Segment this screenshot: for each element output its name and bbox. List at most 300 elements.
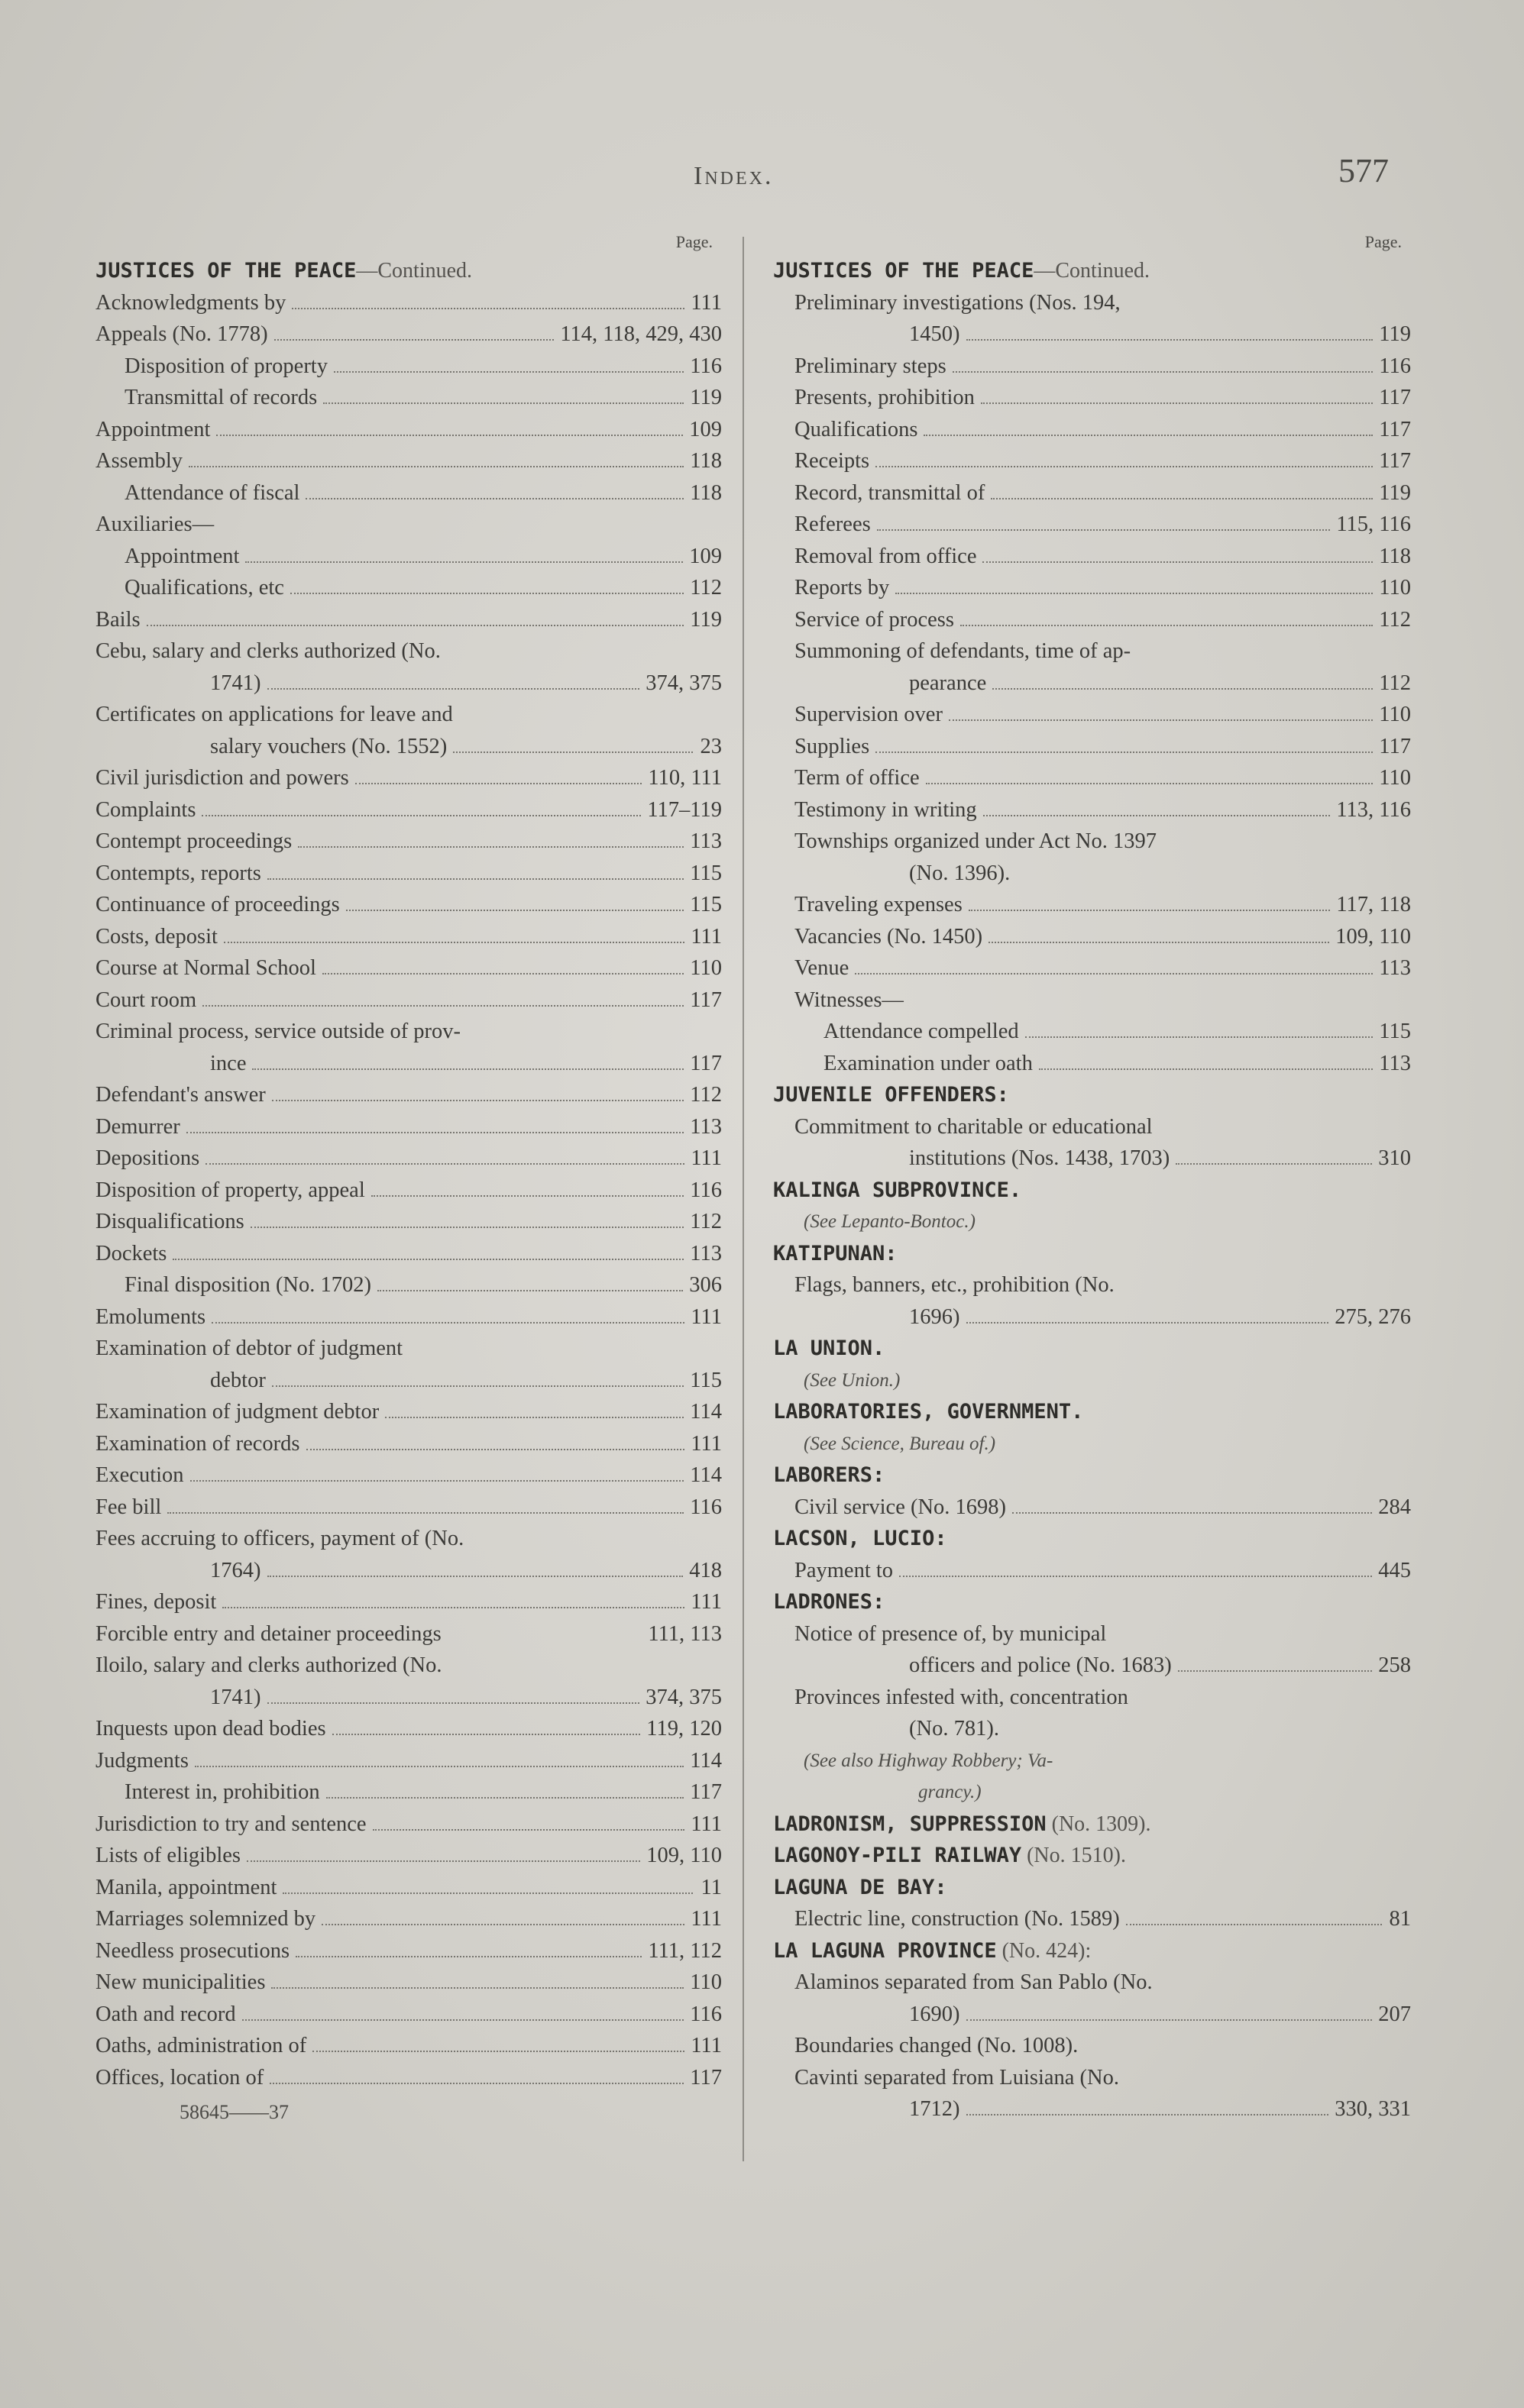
index-entry [95, 1396, 722, 1428]
entry-text: Depositions [95, 1146, 200, 1170]
dot-leader [875, 466, 1373, 467]
entry-text: Disqualifications [95, 1210, 244, 1233]
dot-leader [312, 2051, 684, 2052]
entry-text: Traveling expenses [794, 893, 963, 916]
page-ref: 111, 113 [648, 1621, 722, 1646]
entry-text: Receipts [794, 449, 870, 473]
dot-leader [267, 1576, 684, 1577]
page-ref: 116 [1379, 354, 1411, 378]
entry-text: Fines, deposit [95, 1590, 217, 1614]
index-entry [95, 1808, 722, 1841]
index-entry: Cavinti separated from Luisiana (No. [794, 2065, 1119, 2090]
page-ref: 117 [1379, 386, 1411, 409]
index-entry [95, 1206, 722, 1238]
entry-text: Auxiliaries— [95, 512, 215, 536]
page-ref: 119 [690, 386, 722, 409]
page-ref: 110 [690, 956, 722, 980]
index-entry [95, 382, 722, 414]
dot-leader [283, 1892, 693, 1894]
index-entry: Fees accruing to officers, payment of (No. [95, 1527, 464, 1550]
index-entry-continuation [773, 1713, 1411, 1745]
index-entry: Cebu, salary and clerks authorized (No. [95, 639, 441, 663]
cross-reference: (See Union.) [804, 1369, 901, 1391]
entry-text: Interest in, prohibition [125, 1780, 320, 1804]
index-entry-continuation [773, 1650, 1411, 1682]
dot-leader [355, 783, 642, 784]
dot-leader [1012, 1512, 1372, 1514]
heading-text: JUSTICES OF THE PEACE [95, 259, 357, 283]
index-entry-continuation [95, 1682, 722, 1714]
dot-leader [949, 719, 1373, 721]
entry-text: Oath and record [95, 2002, 236, 2026]
left-entries [95, 287, 722, 2094]
dot-leader [267, 688, 640, 690]
page-ref: 118 [690, 449, 722, 473]
entry-text: Venue [794, 956, 849, 980]
heading-text: KATIPUNAN: [773, 1241, 898, 1265]
index-heading [773, 1459, 1411, 1492]
index-entry [773, 699, 1411, 731]
index-entry-continuation [773, 1301, 1411, 1333]
index-entry [773, 1492, 1411, 1524]
page-ref: 117, 118 [1336, 893, 1411, 916]
cross-reference: (See also Highway Robbery; Va- [804, 1750, 1053, 1771]
page-ref: 114 [690, 1400, 722, 1424]
index-heading [773, 1175, 1411, 1207]
page-ref: 374, 375 [646, 671, 722, 695]
heading-text: KALINGA SUBPROVINCE. [773, 1178, 1022, 1202]
page-ref: 113 [1379, 956, 1411, 980]
dot-leader [346, 910, 684, 911]
page-ref: 110 [1379, 703, 1411, 726]
dot-leader [334, 371, 684, 373]
dot-leader [222, 1607, 684, 1608]
page-ref: 111 [691, 1431, 722, 1456]
dot-leader [377, 1290, 683, 1291]
dot-leader [373, 1829, 685, 1831]
index-entry [95, 318, 722, 351]
index-heading [773, 1808, 1411, 1841]
entry-text: Offices, location of [95, 2065, 264, 2090]
page-ref: 117 [690, 987, 722, 1012]
page-ref: 81 [1389, 1907, 1411, 1931]
page-ref: 116 [690, 1178, 722, 1202]
index-entry [773, 604, 1411, 636]
entry-text: Presents, prohibition [794, 386, 975, 409]
page-ref: 117 [1379, 449, 1411, 473]
entry-text: Boundaries changed (No. 1008). [794, 2034, 1079, 2057]
page-ref: 117 [690, 2065, 722, 2090]
cross-reference: (See Lepanto-Bontoc.) [804, 1211, 976, 1232]
index-entry: Examination of debtor of judgment [95, 1337, 403, 1360]
index-entry: Commitment to charitable or educational [794, 1114, 1153, 1139]
dot-leader [322, 973, 684, 975]
index-entry [95, 1872, 722, 1904]
dot-leader [267, 878, 684, 880]
entry-text: Contempts, reports [95, 861, 261, 885]
index-entry [95, 477, 722, 509]
entry-text: Appeals (No. 1778) [95, 322, 268, 346]
index-entry [773, 382, 1411, 414]
dot-leader [252, 1068, 684, 1070]
index-entry [95, 762, 722, 794]
index-entry: Iloilo, salary and clerks authorized (No. [95, 1653, 442, 1677]
entry-text: 1450) [909, 322, 960, 346]
entry-text: Defendant's answer [95, 1083, 266, 1107]
entry-text: 1764) [210, 1558, 261, 1582]
heading-text: LACSON, LUCIO: [773, 1527, 947, 1550]
index-entry [773, 921, 1411, 953]
dot-leader [272, 1100, 684, 1101]
index-entry [773, 414, 1411, 446]
page-ref: 306 [689, 1273, 722, 1297]
index-entry: Provinces infested with, concentration [794, 1685, 1128, 1709]
index-entry-continuation [95, 731, 722, 763]
dot-leader [966, 339, 1374, 341]
dot-leader [190, 1480, 684, 1482]
dot-leader [1176, 1163, 1372, 1165]
index-entry-continuation [773, 318, 1411, 351]
index-entry [95, 414, 722, 446]
heading-continued: (No. 424): [996, 1938, 1092, 1963]
page-ref: 119, 120 [646, 1717, 722, 1741]
index-heading [773, 1396, 1411, 1428]
page-ref: 117 [1379, 417, 1411, 441]
entry-text: Acknowledgments by [95, 290, 286, 315]
dot-leader [290, 593, 684, 594]
heading-text: LADRONES: [773, 1590, 885, 1614]
dot-leader [982, 561, 1373, 563]
dot-leader [1178, 1670, 1373, 1672]
index-entry [773, 445, 1411, 477]
entry-text: Vacancies (No. 1450) [794, 924, 983, 949]
entry-text: 1712) [909, 2097, 960, 2121]
entry-text: Forcible entry and detainer proceedings [95, 1621, 442, 1646]
dot-leader [173, 1259, 684, 1260]
entry-text: ince [210, 1051, 247, 1075]
entry-text: Preliminary steps [794, 354, 946, 378]
dot-leader [924, 435, 1373, 436]
index-entry: Criminal process, service outside of prov- [95, 1020, 461, 1043]
index-entry [773, 762, 1411, 794]
index-entry [95, 1745, 722, 1777]
entry-text: institutions (Nos. 1438, 1703) [909, 1146, 1170, 1170]
dot-leader [195, 1766, 684, 1767]
page-ref: 275, 276 [1335, 1304, 1411, 1329]
heading-text: LABORERS: [773, 1463, 885, 1487]
page-ref: 116 [690, 354, 722, 378]
page-ref: 111 [691, 1304, 722, 1329]
index-entry-continuation [773, 1999, 1411, 2031]
dot-leader [202, 815, 641, 816]
entry-text: Dockets [95, 1241, 167, 1265]
page-ref: 418 [689, 1558, 722, 1582]
entry-text: pearance [909, 671, 987, 695]
entry-text: (No. 781). [909, 1717, 999, 1741]
index-entry [95, 1079, 722, 1111]
index-entry [773, 351, 1411, 383]
index-entry: Preliminary investigations (Nos. 194, [794, 290, 1121, 315]
dot-leader [875, 751, 1373, 753]
index-entry [95, 1618, 722, 1650]
index-heading [773, 1523, 1411, 1555]
index-entry: Flags, banners, etc., prohibition (No. [794, 1273, 1115, 1297]
index-entry [95, 604, 722, 636]
page-ref: 330, 331 [1335, 2097, 1411, 2121]
dot-leader [189, 466, 684, 467]
index-entry [773, 731, 1411, 763]
index-entry: Alaminos separated from San Pablo (No. [794, 1970, 1153, 1994]
entry-text: Oaths, administration of [95, 2034, 307, 2057]
page-ref: 119 [1379, 480, 1411, 505]
page-ref: 258 [1378, 1653, 1411, 1677]
dot-leader [267, 1702, 640, 1704]
index-entry [95, 287, 722, 319]
right-entries [773, 255, 1411, 2125]
page-ref: 109, 110 [1335, 924, 1411, 949]
index-entry-continuation [773, 1143, 1411, 1175]
entry-text: officers and police (No. 1683) [909, 1653, 1172, 1677]
dot-leader [323, 402, 684, 404]
entry-text: Costs, deposit [95, 924, 218, 949]
dot-leader [271, 1987, 684, 1989]
index-entry [773, 1555, 1411, 1587]
dot-leader [371, 1195, 684, 1197]
index-entry-continuation [95, 1048, 722, 1080]
index-entry: Summoning of defendants, time of ap- [794, 639, 1131, 663]
entry-text: Jurisdiction to try and sentence [95, 1812, 367, 1836]
entry-text: salary vouchers (No. 1552) [210, 734, 448, 758]
entry-text: Disposition of property, appeal [95, 1178, 365, 1202]
index-entry [95, 1967, 722, 1999]
entry-text: Demurrer [95, 1114, 180, 1139]
entry-text: Qualifications, etc [125, 576, 284, 600]
dot-leader [983, 815, 1331, 816]
entry-text: Service of process [794, 607, 954, 632]
entry-text: Contempt proceedings [95, 829, 293, 853]
page-ref: 112 [690, 1210, 722, 1233]
index-entry [773, 1048, 1411, 1080]
page-ref: 113 [1379, 1051, 1411, 1075]
heading-text: LA UNION. [773, 1337, 885, 1360]
page-ref: 112 [1379, 607, 1411, 632]
index-entry [95, 572, 722, 604]
dot-leader [855, 973, 1373, 975]
page-ref: 112 [690, 1083, 722, 1107]
dot-leader [877, 529, 1331, 531]
entry-text: New municipalities [95, 1970, 266, 1994]
page-ref: 115 [690, 893, 722, 916]
dot-leader [966, 1322, 1329, 1324]
index-entry [95, 1903, 722, 1935]
index-entry [773, 1016, 1411, 1048]
index-entry [95, 889, 722, 921]
entry-text: 1696) [909, 1304, 960, 1329]
heading-continued: —Continued. [1034, 259, 1150, 283]
page-ref: 310 [1378, 1146, 1411, 1170]
dot-leader [1025, 1036, 1374, 1038]
signature-mark: 58645——37 [180, 2101, 289, 2123]
entry-text: Term of office [794, 766, 920, 790]
dot-leader [960, 625, 1373, 626]
dot-leader [274, 339, 555, 341]
index-entry [95, 1586, 722, 1618]
page-ref: 117–119 [647, 797, 722, 822]
index-entry [773, 477, 1411, 509]
index-entry [773, 541, 1411, 573]
page-ref: 113 [690, 829, 722, 853]
cross-reference-continuation: grancy.) [918, 1782, 982, 1802]
page-column-label: Page. [675, 232, 713, 251]
page-ref: 119 [1379, 322, 1411, 346]
dot-leader [899, 1576, 1372, 1577]
entry-text: Electric line, construction (No. 1589) [794, 1907, 1120, 1931]
index-entry [95, 921, 722, 953]
index-entry [95, 1238, 722, 1270]
dot-leader [245, 561, 683, 563]
entry-text: Execution [95, 1463, 184, 1487]
index-heading [773, 1079, 1411, 1111]
entry-text: 1741) [210, 1685, 261, 1709]
dot-leader [453, 751, 693, 753]
entry-text: Fee bill [95, 1495, 162, 1519]
page-ref: 23 [700, 734, 722, 758]
dot-leader [895, 593, 1373, 594]
page-ref: 109, 110 [646, 1844, 722, 1867]
entry-text: Emoluments [95, 1304, 206, 1329]
page-ref: 114, 118, 429, 430 [560, 322, 722, 346]
page-ref: 115 [690, 1368, 722, 1392]
dot-leader [926, 783, 1374, 784]
entry-text: Continuance of proceedings [95, 893, 340, 916]
page-ref: 112 [1379, 671, 1411, 695]
entry-text: Inquests upon dead bodies [95, 1717, 326, 1741]
dot-leader [212, 1322, 684, 1324]
entry-text: Supplies [794, 734, 870, 758]
heading-text: JUSTICES OF THE PEACE [773, 259, 1034, 283]
index-entry [95, 1301, 722, 1333]
index-entry [95, 1713, 722, 1745]
heading-continued: (No. 1510). [1021, 1844, 1126, 1867]
running-header [0, 150, 1524, 196]
page-ref: 111 [691, 1812, 722, 1836]
entry-text: 1741) [210, 671, 261, 695]
dot-leader [298, 846, 684, 848]
dot-leader [981, 402, 1373, 404]
heading-text: LABORATORIES, GOVERNMENT. [773, 1400, 1084, 1424]
entry-text: Referees [794, 512, 871, 536]
page-ref: 115, 116 [1336, 512, 1411, 536]
index-heading [773, 1586, 1411, 1618]
page-ref: 115 [690, 861, 722, 885]
entry-text: Court room [95, 987, 197, 1012]
heading-text: LA LAGUNA PROVINCE [773, 1938, 997, 1963]
dot-leader [326, 1797, 684, 1799]
entry-text: Record, transmittal of [794, 480, 985, 505]
page-ref: 109 [689, 417, 722, 441]
index-heading [773, 1238, 1411, 1270]
dot-leader [270, 2083, 684, 2084]
page-ref: 117 [1379, 734, 1411, 758]
entry-text: Civil service (No. 1698) [794, 1495, 1007, 1519]
index-entry: Notice of presence of, by municipal [794, 1621, 1107, 1646]
entry-text: Reports by [794, 576, 890, 600]
heading-text: JUVENILE OFFENDERS: [773, 1083, 1009, 1107]
page-ref: 113, 116 [1336, 797, 1411, 822]
page-ref: 109 [689, 544, 722, 568]
dot-leader [322, 1924, 684, 1925]
page-ref: 118 [1379, 544, 1411, 568]
page-column-label: Page. [1364, 232, 1402, 251]
dot-leader [306, 1449, 685, 1450]
page-ref: 111 [691, 1907, 722, 1931]
entry-text: Testimony in writing [794, 797, 977, 822]
entry-text: Witnesses— [794, 987, 904, 1012]
page-ref: 374, 375 [646, 1685, 722, 1709]
page-ref: 117 [690, 1051, 722, 1075]
dot-leader [385, 1417, 684, 1418]
page-ref: 116 [690, 2002, 722, 2026]
page-ref: 113 [690, 1114, 722, 1139]
entry-text: Complaints [95, 797, 196, 822]
dot-leader [202, 1005, 684, 1007]
index-entry [773, 952, 1411, 984]
index-entry-continuation [773, 2093, 1411, 2125]
entry-text: Examination of judgment debtor [95, 1400, 380, 1424]
heading-continued: (No. 1309). [1046, 1812, 1151, 1836]
entry-text: Attendance of fiscal [125, 480, 300, 505]
entry-text: Judgments [95, 1748, 189, 1773]
index-entry [95, 794, 722, 826]
dot-leader [969, 910, 1331, 911]
entry-text: Appointment [95, 417, 211, 441]
page-ref: 114 [690, 1463, 722, 1487]
entry-text: Removal from office [794, 544, 977, 568]
page-ref: 112 [690, 576, 722, 600]
page-ref: 111 [691, 924, 722, 949]
index-entry [95, 1428, 722, 1460]
dot-leader [966, 2114, 1329, 2115]
index-heading [95, 255, 722, 287]
entry-text: 1690) [909, 2002, 960, 2026]
index-heading [773, 1872, 1411, 1904]
index-entry [95, 2030, 722, 2062]
entry-text: Course at Normal School [95, 956, 316, 980]
right-column [773, 229, 1411, 2125]
index-entry-continuation [95, 1365, 722, 1397]
dot-leader [306, 498, 684, 499]
entry-text: Disposition of property [125, 354, 328, 378]
entry-text: Marriages solemnized by [95, 1907, 316, 1931]
page-ref: 207 [1378, 2002, 1411, 2026]
heading-text: LAGONOY-PILI RAILWAY [773, 1844, 1022, 1867]
entry-text: Appointment [125, 544, 240, 568]
index-entry [95, 1492, 722, 1524]
entry-text: Assembly [95, 449, 183, 473]
page-ref: 110 [1379, 576, 1411, 600]
index-entry-continuation [95, 667, 722, 700]
index-entry: Certificates on applications for leave and [95, 703, 453, 726]
dot-leader [272, 1385, 684, 1387]
entry-text: Civil jurisdiction and powers [95, 766, 349, 790]
dot-leader [224, 942, 684, 943]
page-ref: 11 [701, 1875, 722, 1899]
index-entry [95, 541, 722, 573]
index-heading [773, 1840, 1411, 1872]
page-ref: 118 [690, 480, 722, 505]
index-entry-continuation [773, 858, 1411, 890]
dot-leader [332, 1734, 641, 1735]
